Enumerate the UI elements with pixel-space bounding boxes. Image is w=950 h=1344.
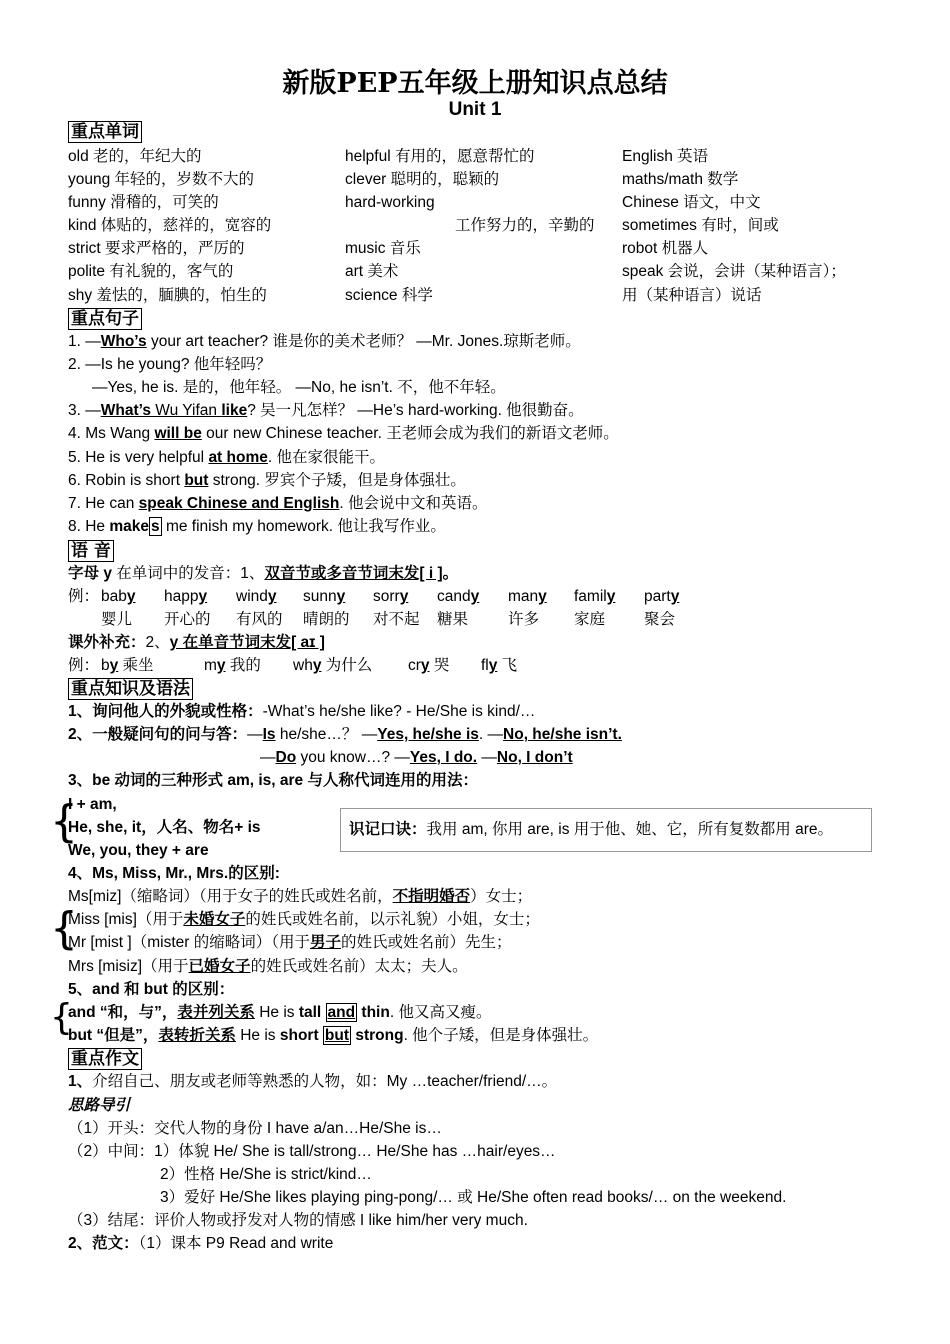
sentence-8: 8. He make s me finish my homework. 他让我写作业。 <box>68 518 446 535</box>
title-mr: Mr [mist ]（mister 的缩略词）（用于男子的姓氏或姓名前）先生； <box>68 934 512 951</box>
vocab-item: kind 体贴的，慈祥的，宽容的 <box>68 217 272 234</box>
brace-left: { <box>50 997 73 1038</box>
section-heading-phonics <box>68 540 114 562</box>
vocab-item: robot 机器人 <box>622 240 709 257</box>
be-rule-are: We, you, they + are <box>68 842 209 859</box>
writing-guide-line: 2）性格 He/She is strict/kind… <box>160 1166 372 1183</box>
y-example-word: sorry <box>373 588 409 605</box>
y-example-word-2: fly 飞 <box>481 657 518 674</box>
vocab-item: English 英语 <box>622 148 709 165</box>
sentence-4: 4. Ms Wang will be our new Chinese teacher. 王老师会成为我们的新语文老师。 <box>68 425 619 442</box>
y-example-meaning: 有风的 <box>236 611 283 628</box>
vocab-item: polite 有礼貌的，客气的 <box>68 263 234 280</box>
grammar-point-5: 5、and 和 but 的区别： <box>68 981 235 998</box>
section-heading-sentences <box>68 308 142 330</box>
unit-heading: Unit 1 <box>448 99 502 120</box>
grammar-point-2b: —Do you know…? —Yes, I do. —No, I don’t <box>260 749 573 766</box>
vocab-item: 工作努力的，辛勤的 <box>455 217 595 234</box>
y-example-word: candy <box>437 588 480 605</box>
writing-guide-line: （2）中间：1）体貌 He/ She is tall/strong… He/She has …hair/eyes… <box>68 1143 556 1160</box>
vocab-item: speak 会说，会讲（某种语言）； <box>622 263 846 280</box>
y-example-meaning: 聚会 <box>644 611 676 628</box>
y-example-meaning: 糖果 <box>437 611 469 628</box>
y-example-word-2: cry 哭 <box>408 657 450 674</box>
section-label: 语 音 <box>68 540 114 562</box>
vocab-item: music 音乐 <box>345 240 421 257</box>
vocab-item: old 老的，年纪大的 <box>68 148 202 165</box>
y-example-word-2: by 乘坐 <box>101 657 154 674</box>
writing-guide-line: （1）开头：交代人物的身份 I have a/an…He/She is… <box>68 1120 442 1137</box>
y-example-word: family <box>574 588 616 605</box>
memory-tip-box: 识记口诀：我用 am, 你用 are, is 用于他、她、它，所有复数都用 are。 <box>340 808 872 852</box>
vocab-item: shy 羞怯的，腼腆的，怕生的 <box>68 287 267 304</box>
y-example-meaning: 许多 <box>508 611 540 628</box>
sentence-2: 2. —Is he young? 他年轻吗？ <box>68 356 272 373</box>
vocab-item: clever 聪明的，聪颖的 <box>345 171 500 188</box>
y-example-word: many <box>508 588 547 605</box>
y-example-word: windy <box>236 588 277 605</box>
writing-guide-line: 3）爱好 He/She likes playing ping-pong/… 或 He/She often read books/… on the weekend. <box>160 1189 787 1206</box>
vocab-item: 用（某种语言）说话 <box>622 287 762 304</box>
section-label: 重点作文 <box>68 1048 142 1070</box>
vocab-item: hard-working <box>345 194 435 211</box>
sentence-7: 7. He can speak Chinese and English. 他会说中文和英语。 <box>68 495 488 512</box>
brace-left: { <box>50 796 78 847</box>
grammar-point-3: 3、be 动词的三种形式 am, is, are 与人称代词连用的用法： <box>68 772 478 789</box>
y-example-word-2: why 为什么 <box>293 657 373 674</box>
vocab-item: art 美术 <box>345 263 399 280</box>
phonics-example-label-2: 例： <box>68 657 100 674</box>
phonics-rule-1: 字母 y 在单词中的发音：1、双音节或多音节词末发[ i ]。 <box>68 565 459 582</box>
section-label: 重点知识及语法 <box>68 678 193 700</box>
y-example-meaning: 对不起 <box>373 611 420 628</box>
vocab-item: funny 滑稽的，可笑的 <box>68 194 219 211</box>
y-example-meaning: 婴儿 <box>101 611 133 628</box>
vocab-item: young 年轻的，岁数不大的 <box>68 171 255 188</box>
section-heading-writing <box>68 1048 142 1070</box>
vocab-item: science 科学 <box>345 287 433 304</box>
phonics-example-label: 例： <box>68 588 100 605</box>
sentence-5: 5. He is very helpful at home. 他在家很能干。 <box>68 449 385 466</box>
title-mrs: Mrs [misiz]（用于已婚女子的姓氏或姓名前）太太；夫人。 <box>68 958 468 975</box>
phonics-rule-2: 课外补充：2、y 在单音节词末发[ aɪ ] <box>68 634 325 651</box>
brace-left: { <box>50 903 78 954</box>
y-example-word: happy <box>164 588 208 605</box>
writing-task-2: 2、范文：（1）课本 P9 Read and write <box>68 1235 334 1252</box>
sentence-6: 6. Robin is short but strong. 罗宾个子矮，但是身体强壮。 <box>68 472 466 489</box>
sentence-1: 1. —Who’s your art teacher? 谁是你的美术老师？ —Mr. Jones.琼斯老师。 <box>68 333 581 350</box>
vocab-item: helpful 有用的，愿意帮忙的 <box>345 148 535 165</box>
vocab-item: strict 要求严格的，严厉的 <box>68 240 245 257</box>
writing-guide-heading: 思路导引 <box>68 1097 131 1114</box>
y-example-word-2: my 我的 <box>204 657 261 674</box>
writing-guide-line: （3）结尾：评价人物或抒发对人物的情感 I like him/her very much. <box>68 1212 528 1229</box>
writing-task-1: 1、介绍自己、朋友或老师等熟悉的人物，如：My …teacher/friend/…。 <box>68 1073 558 1090</box>
y-example-meaning: 晴朗的 <box>303 611 350 628</box>
but-rule: but “但是”，表转折关系 He is short but strong. 他个子矮，但是身体强壮。 <box>68 1027 599 1044</box>
y-example-word: party <box>644 588 680 605</box>
page-title: 新版PEP五年级上册知识点总结 <box>282 68 668 99</box>
section-label: 重点句子 <box>68 308 142 330</box>
vocab-item: Chinese 语文，中文 <box>622 194 761 211</box>
section-label: 重点单词 <box>68 121 142 143</box>
section-heading-grammar <box>68 678 193 700</box>
y-example-word: baby <box>101 588 136 605</box>
y-example-word: sunny <box>303 588 346 605</box>
vocab-item: sometimes 有时，间或 <box>622 217 779 234</box>
grammar-point-1: 1、询问他人的外貌或性格：-What’s he/she like? - He/She is kind/… <box>68 703 536 720</box>
sentence-2-answer: —Yes, he is. 是的，他年轻。 —No, he isn’t. 不，他不年轻。 <box>92 379 506 396</box>
be-rule-is: He, she, it，人名、物名+ is <box>68 819 261 836</box>
section-heading-words <box>68 121 142 143</box>
vocab-item: maths/math 数学 <box>622 171 739 188</box>
be-rule-am: I + am, <box>68 796 117 813</box>
and-rule: and “和，与”，表并列关系 He is tall and thin. 他又高又瘦。 <box>68 1004 492 1021</box>
grammar-point-2: 2、一般疑问句的问与答：—Is he/she…？ —Yes, he/she is. —No, he/she isn’t. <box>68 726 622 743</box>
title-ms: Ms[miz]（缩略词）（用于女子的姓氏或姓名前，不指明婚否）女士； <box>68 888 533 905</box>
grammar-point-4: 4、Ms, Miss, Mr., Mrs.的区别: <box>68 865 280 882</box>
sentence-3: 3. —What’s Wu Yifan like? 吴一凡怎样？ —He’s hard-working. 他很勤奋。 <box>68 402 584 419</box>
y-example-meaning: 家庭 <box>574 611 606 628</box>
y-example-meaning: 开心的 <box>164 611 211 628</box>
title-miss: Miss [mis]（用于未婚女子的姓氏或姓名前，以示礼貌）小姐，女士； <box>68 911 540 928</box>
